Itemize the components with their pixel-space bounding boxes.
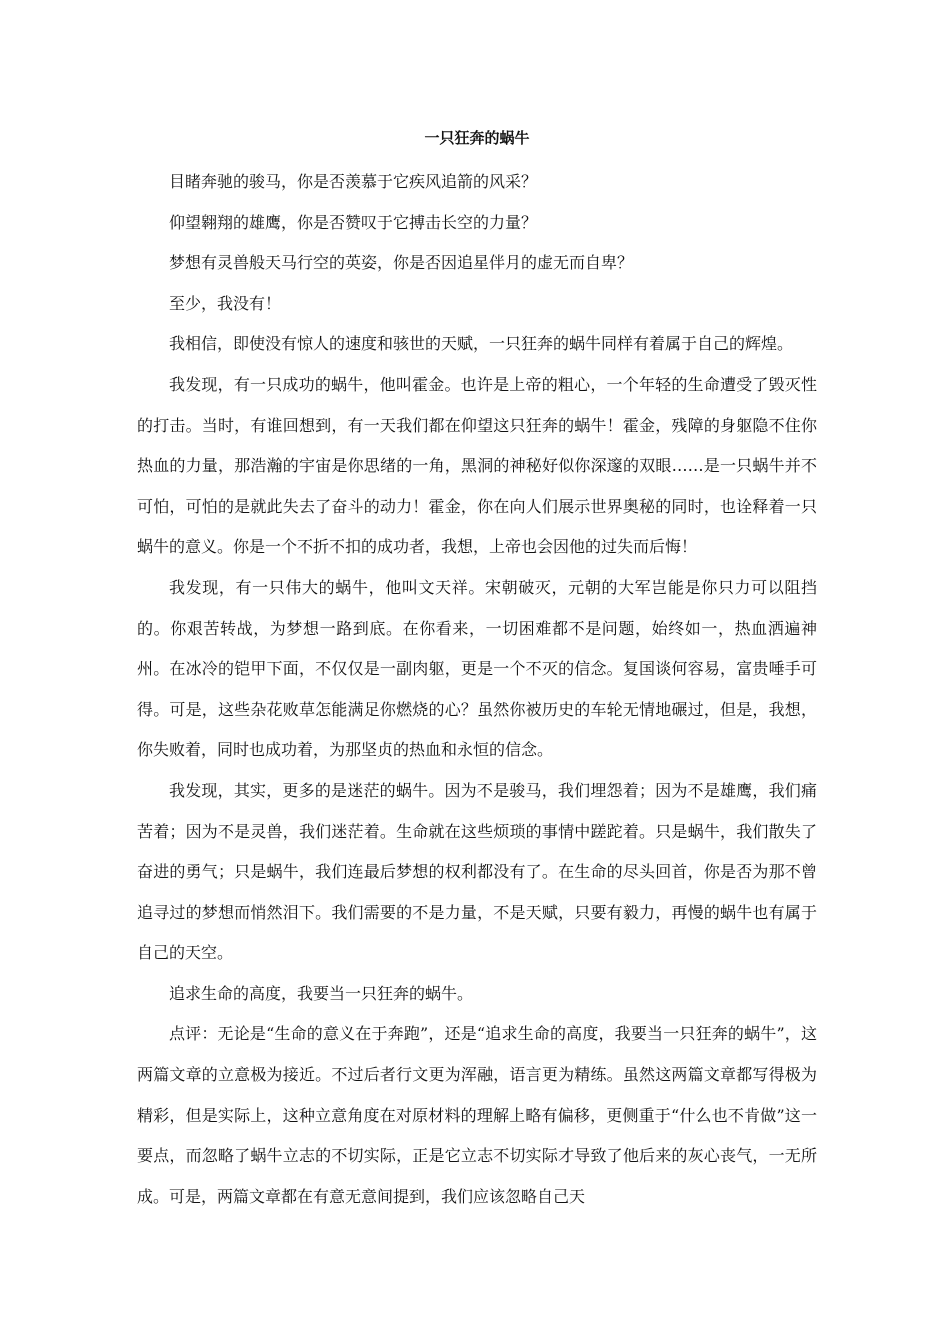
paragraph-hawking: 我发现，有一只成功的蜗牛，他叫霍金。也许是上帝的粗心，一个年轻的生命遭受了毁灭性的打击。当时，有谁回想到，有一天我们都在仰望这只狂奔的蜗牛！霍金，残障的身躯隐不住你热血的力量，那浩瀚的宇宙是你思绪的一角，黑洞的神秘好似你深邃的双眼……是一只蜗牛并不可怕，可怕的是就此失去了奋斗的动力！霍金，你在向人们展示世界奥秘的同时，也诠释着一只蜗牛的意义。你是一个不折不扣的成功者，我想，上帝也会因他的过失而后悔！	[137, 374, 817, 557]
document-body	[137, 128, 817, 1217]
paragraph-belief: 我相信，即使没有惊人的速度和骇世的天赋，一只狂奔的蜗牛同样有着属于自己的辉煌。	[169, 334, 794, 354]
paragraph-wen-tianxiang: 我发现，有一只伟大的蜗牛，他叫文天祥。宋朝破灭，元朝的大军岂能是你只力可以阻挡的。你艰苦转战，为梦想一路到底。在你看来，一切困难都不是问题，始终如一，热血洒遍神州。在冰冷的铠甲下面，不仅仅是一副肉躯，更是一个不灭的信念。复国谈何容易，富贵唾手可得。可是，这些杂花败草怎能满足你燃烧的心？虽然你被历史的车轮无情地碾过，但是，我想，你失败着，同时也成功着，为那坚贞的热血和永恒的信念。	[137, 577, 817, 760]
paragraph-commentary: 点评：无论是“生命的意义在于奔跑”，还是“追求生命的高度，我要当一只狂奔的蜗牛”，这两篇文章的立意极为接近。不过后者行文更为浑融，语言更为精练。虽然这两篇文章都写得极为精彩，但是实际上，这种立意角度在对原材料的理解上略有偏移，更侧重于“什么也不肯做”这一要点，而忽略了蜗牛立志的不切实际，正是它立志不切实际才导致了他后来的灰心丧气，一无所成。可是，两篇文章都在有意无意间提到，我们应该忽略自己天	[137, 1024, 817, 1206]
paragraph-at-least: 至少，我没有！	[169, 293, 282, 313]
paragraph-lost-snails: 我发现，其实，更多的是迷茫的蜗牛。因为不是骏马，我们埋怨着；因为不是雄鹰，我们痛苦着；因为不是灵兽，我们迷茫着。生命就在这些烦琐的事情中蹉跎着。只是蜗牛，我们散失了奋进的勇气；只是蜗牛，我们连最后梦想的权利都没有了。在生命的尽头回首，你是否为那不曾追寻过的梦想而悄然泪下。我们需要的不是力量，不是天赋，只要有毅力，再慢的蜗牛也有属于自己的天空。	[137, 780, 817, 963]
paragraph-intro-eagle: 仰望翱翔的雄鹰，你是否赞叹于它搏击长空的力量？	[169, 212, 538, 232]
paragraph-intro-horse: 目睹奔驰的骏马，你是否羡慕于它疾风追箭的风采？	[169, 172, 538, 191]
paragraph-intro-beast: 梦想有灵兽般天马行空的英姿，你是否因追星伴月的虚无而自卑？	[169, 253, 634, 273]
paragraph-conclusion: 追求生命的高度，我要当一只狂奔的蜗牛。	[169, 983, 474, 1003]
essay-title: 一只狂奔的蜗牛	[424, 129, 530, 147]
